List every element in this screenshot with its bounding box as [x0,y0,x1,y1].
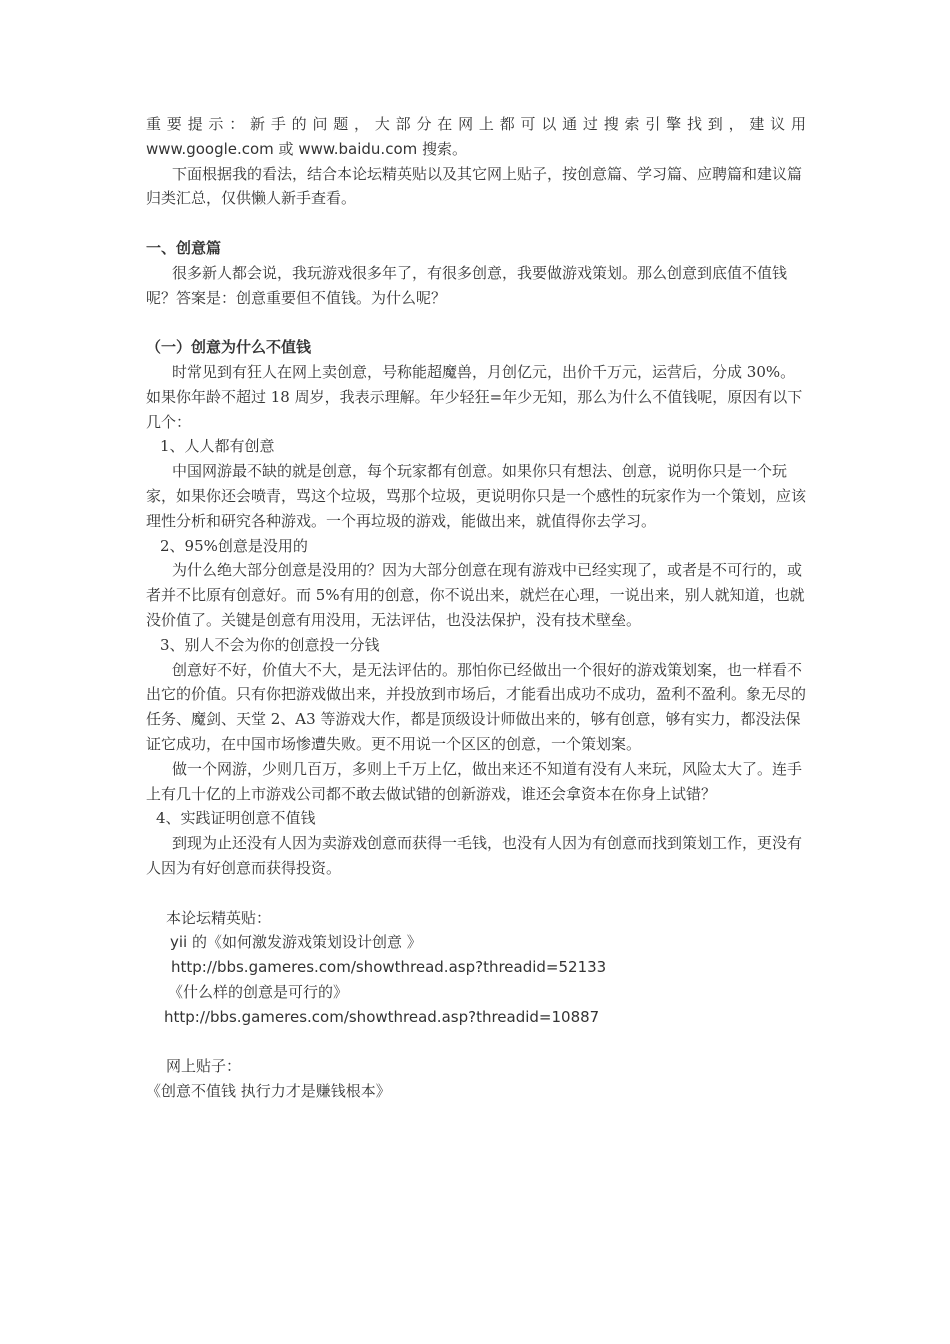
web-posts-label: 网上贴子： [166,1057,242,1076]
subsection-paragraph: 时常见到有狂人在网上卖创意，号称能超魔兽，月创亿元，出价千万元，运营后，分成 30%。如果你年龄不超过 18 周岁，我表示理解。年少轻狂=年少无知，那么为什么不值钱呢，原因有以下几个： [146,362,803,431]
section-title-creativity: 一、创意篇 [146,238,222,257]
section-intro-paragraph: 很多新人都会说，我玩游戏很多年了，有很多创意，我要做游戏策划。那么创意到底值不值钱呢？答案是：创意重要但不值钱。为什么呢？ [146,263,788,307]
forum-posts-label: 本论坛精英贴： [166,908,272,927]
reason-paragraph-3b: 做一个网游，少则几百万，多则上千万上亿，做出来还不知道有没有人来玩，风险太大了。连手上有几十亿的上市游戏公司都不敢去做试错的创新游戏，谁还会拿资本在你身上试错？ [146,759,803,803]
reason-title-1: 1、人人都有创意 [160,437,275,456]
subsection-title: （一）创意为什么不值钱 [146,338,312,357]
document-page [146,112,806,1104]
reason-title-3: 3、别人不会为你的创意投一分钱 [160,635,380,654]
forum-ref-2-title: 《什么样的创意是可行的》 [168,982,349,1001]
web-ref-1-title: 《创意不值钱 执行力才是赚钱根本》 [146,1082,391,1101]
intro-paragraph: 下面根据我的看法，结合本论坛精英贴以及其它网上贴子，按创意篇、学习篇、应聘篇和建议篇归类汇总，仅供懒人新手查看。 [146,164,803,208]
forum-ref-2-link[interactable]: http://bbs.gameres.com/showthread.asp?threadid=10887 [164,1007,600,1026]
tip-line-2: www.google.com 或 www.baidu.com 搜索。 [146,139,468,158]
reason-paragraph-3a: 创意好不好，价值大不大，是无法评估的。那怕你已经做出一个很好的游戏策划案，也一样看不出它的价值。只有你把游戏做出来，并投放到市场后，才能看出成功不成功，盈利不盈利。象无尽的任务、魔剑、天堂 2、A3 等游戏大作，都是顶级设计师做出来的，够有创意，够有实力，都没法保证它成功，在中国市场惨遭失败。更不用说一个区区的创意，一个策划案。 [146,660,807,753]
reason-title-2: 2、95%创意是没用的 [160,536,308,555]
reason-title-4: 4、实践证明创意不值钱 [156,809,316,828]
reason-paragraph-4: 到现为止还没有人因为卖游戏创意而获得一毛钱，也没有人因为有创意而找到策划工作，更没有人因为有好创意而获得投资。 [146,834,803,877]
forum-ref-1-title: yii 的《如何激发游戏策划设计创意 》 [170,933,422,952]
tip-line-1: 重要提示：新手的问题，大部分在网上都可以通过搜索引擎找到，建议用 [146,115,806,133]
reason-paragraph-2: 为什么绝大部分创意是没用的？因为大部分创意在现有游戏中已经实现了，或者是不可行的，或者并不比原有创意好。而 5%有用的创意，你不说出来，就烂在心理，一说出来，别人就知道，也就没价值了。关键是创意有用没用，无法评估，也没法保护，没有技术壁垒。 [146,561,805,629]
forum-ref-1-link[interactable]: http://bbs.gameres.com/showthread.asp?threadid=52133 [171,958,607,977]
reason-paragraph-1: 中国网游最不缺的就是创意，每个玩家都有创意。如果你只有想法、创意，说明你只是一个玩家，如果你还会喷青，骂这个垃圾，骂那个垃圾，更说明你只是一个感性的玩家作为一个策划，应该理性分析和研究各种游戏。一个再垃圾的游戏，能做出来，就值得你去学习。 [146,462,807,530]
